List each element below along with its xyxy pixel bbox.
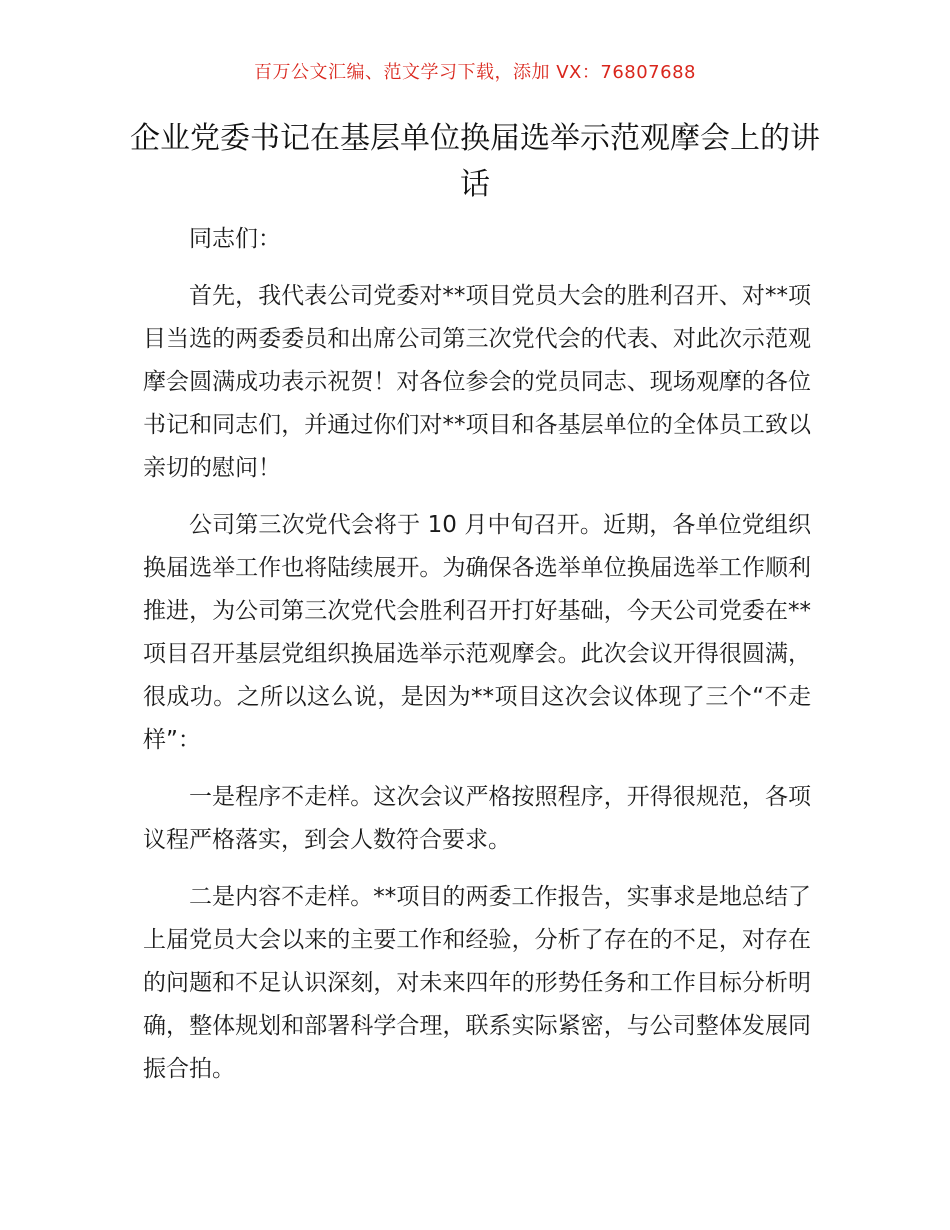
paragraph-2: 公司第三次党代会将于 10 月中旬召开。近期，各单位党组织换届选举工作也将陆续展开。为确保各选举单位换届选举工作顺利推进，为公司第三次党代会胜利召开打好基础，今天公司党委在**项目召开基层党组织换届选举示范观摩会。此次会议开得很圆满，很成功。之所以这么说，是因为**项目这次会议体现了三个“不走样”： (143, 512, 811, 753)
greeting: 同志们： (189, 226, 281, 252)
paragraph-4: 二是内容不走样。**项目的两委工作报告，实事求是地总结了上届党员大会以来的主要工作和经验，分析了存在的不足，对存在的问题和不足认识深刻，对未来四年的形势任务和工作目标分析明确，整体规划和部署科学合理，联系实际紧密，与公司整体发展同振合拍。 (143, 884, 811, 1082)
paragraph-1: 首先，我代表公司党委对**项目党员大会的胜利召开、对**项目当选的两委委员和出席公司第三次党代会的代表、对此次示范观摩会圆满成功表示祝贺！对各位参会的党员同志、现场观摩的各位书记和同志们，并通过你们对**项目和各基层单位的全体员工致以亲切的慰问！ (143, 283, 811, 481)
watermark-header: 百万公文汇编、范文学习下载，添加 VX：76807688 (254, 62, 696, 83)
document-title: 企业党委书记在基层单位换届选举示范观摩会上的讲话 (130, 121, 820, 202)
paragraph-3: 一是程序不走样。这次会议严格按照程序，开得很规范，各项议程严格落实，到会人数符合要求。 (143, 784, 811, 853)
document-body (143, 218, 811, 1105)
